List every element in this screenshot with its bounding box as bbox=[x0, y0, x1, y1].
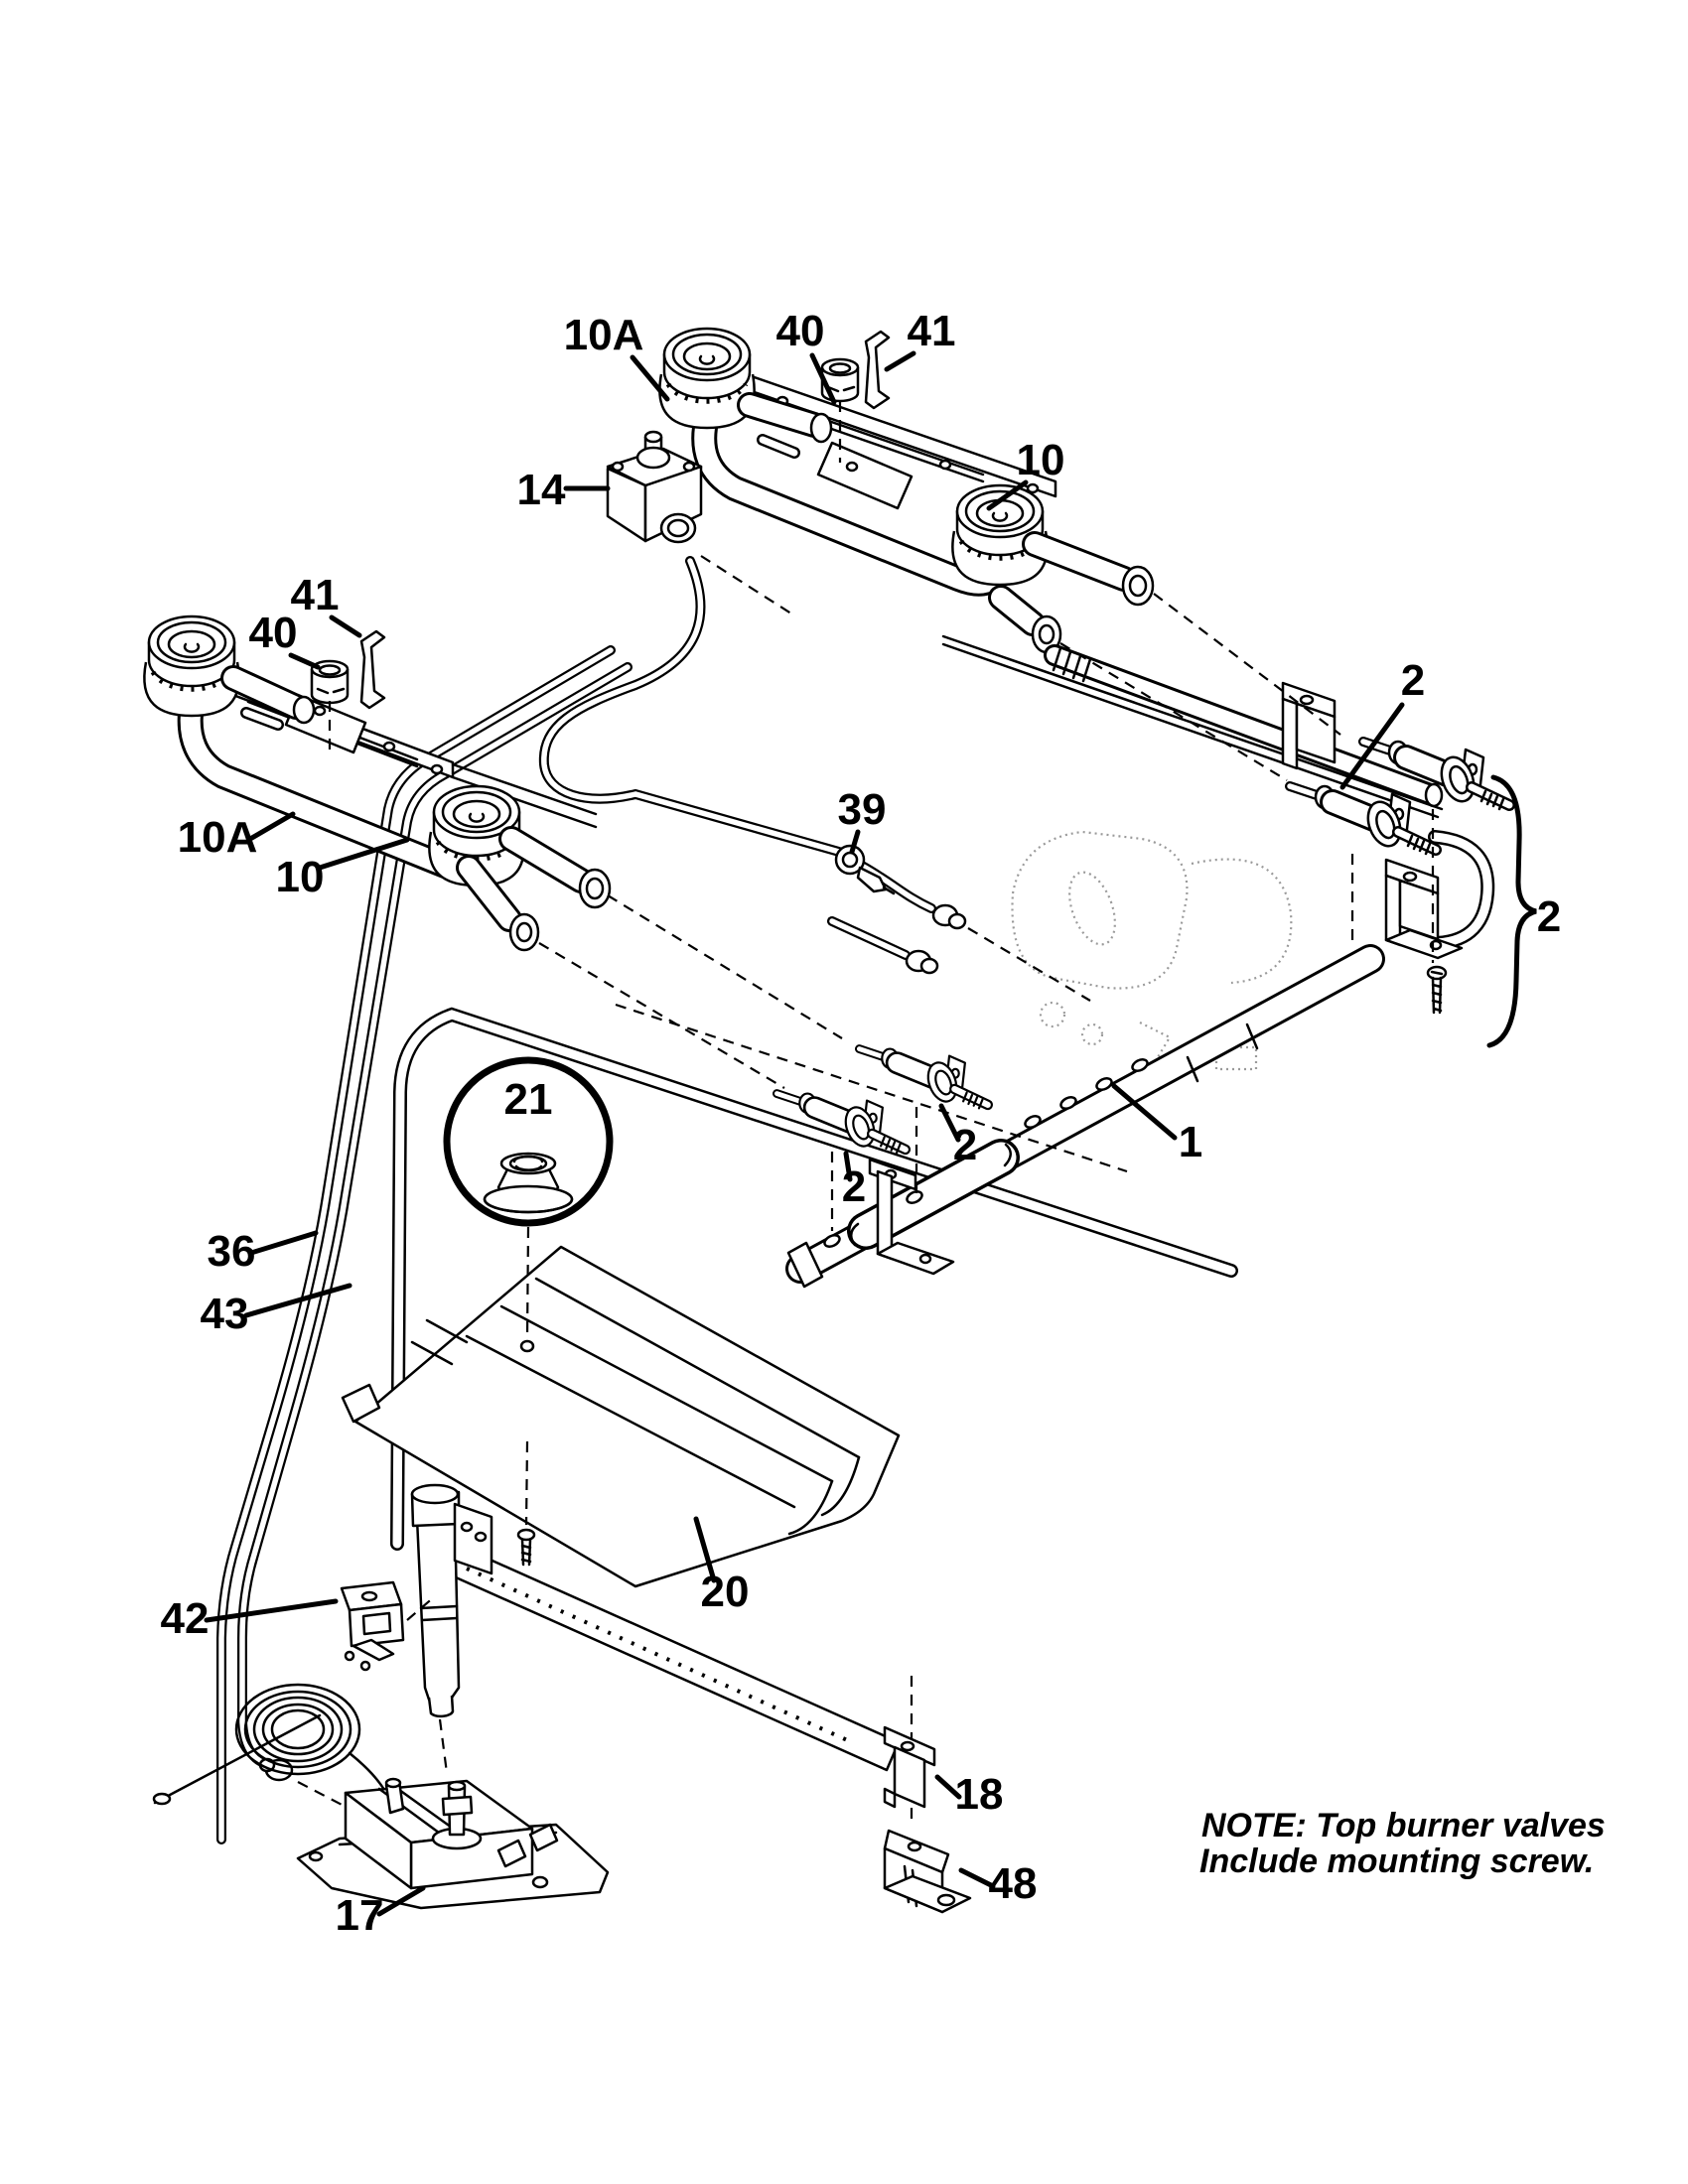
brace-2 bbox=[1489, 777, 1536, 1045]
callout-10a-left: 10A bbox=[177, 813, 258, 862]
note-block bbox=[1199, 1807, 1606, 1880]
note-line-2: Include mounting screw. bbox=[1199, 1843, 1595, 1880]
callout-40-left: 40 bbox=[248, 609, 298, 657]
callout-48: 48 bbox=[988, 1859, 1038, 1908]
valve-mounting-screw bbox=[1428, 967, 1446, 1013]
callout-10-left: 10 bbox=[275, 853, 325, 901]
wire-clip-41-left bbox=[361, 631, 384, 708]
callout-43: 43 bbox=[200, 1290, 249, 1338]
callout-1: 1 bbox=[1178, 1118, 1203, 1166]
callout-21: 21 bbox=[503, 1075, 553, 1124]
igniter-electrode-40-top bbox=[822, 359, 858, 401]
regulator-outlet-port bbox=[661, 514, 695, 542]
oven-thermostat-17 bbox=[298, 1779, 608, 1908]
thermostat-capillary-coil bbox=[154, 1685, 389, 1804]
callout-18: 18 bbox=[954, 1770, 1004, 1819]
pressure-regulator-14 bbox=[608, 432, 701, 542]
elbow-fitting-lower bbox=[832, 921, 937, 973]
callout-42: 42 bbox=[160, 1594, 210, 1643]
callout-10-right: 10 bbox=[1016, 436, 1065, 484]
callout-39: 39 bbox=[837, 785, 887, 834]
callout-14: 14 bbox=[516, 466, 566, 514]
callout-2-brace: 2 bbox=[1536, 892, 1562, 941]
callout-40-top: 40 bbox=[775, 307, 825, 355]
igniter-bracket-42 bbox=[342, 1582, 403, 1670]
callout-2-center-right: 2 bbox=[952, 1121, 978, 1169]
venturi-end bbox=[811, 414, 831, 442]
venturi-end bbox=[294, 697, 314, 723]
support-rail-right bbox=[943, 636, 1442, 817]
note-line-1: NOTE: Top burner valves bbox=[1201, 1807, 1606, 1844]
burner-head-10a-left bbox=[144, 616, 238, 716]
callout-20: 20 bbox=[700, 1568, 750, 1616]
baffle-screw-21 bbox=[518, 1530, 534, 1565]
regulator-supply-tube bbox=[544, 561, 931, 908]
orifice-fitting-39 bbox=[836, 846, 894, 893]
callout-2-rail: 2 bbox=[1400, 656, 1426, 705]
mounting-bracket-right-lower bbox=[1386, 860, 1462, 958]
callout-2-center-left: 2 bbox=[841, 1162, 867, 1211]
callout-41-top: 41 bbox=[907, 307, 956, 355]
callout-17: 17 bbox=[335, 1891, 384, 1940]
callout-41-left: 41 bbox=[290, 571, 340, 619]
burner-end-bracket-18 bbox=[885, 1727, 934, 1807]
oven-igniter-assembly bbox=[412, 1485, 492, 1716]
support-bracket-48 bbox=[885, 1831, 970, 1912]
callout-10a-top: 10A bbox=[563, 311, 644, 359]
top-burner-valve-2-center-right bbox=[859, 1049, 987, 1109]
callout-36: 36 bbox=[207, 1227, 256, 1276]
elbow-fitting-upper bbox=[933, 905, 965, 928]
